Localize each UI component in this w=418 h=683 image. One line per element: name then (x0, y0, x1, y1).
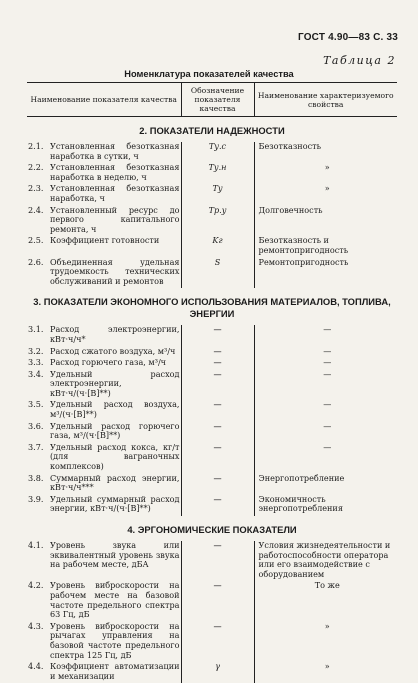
indicator-number: 2.2. (28, 163, 50, 182)
indicator-symbol-text: — (213, 421, 221, 431)
characterized-property: » (254, 662, 397, 683)
indicator-symbol-text: — (213, 580, 221, 590)
characterized-property: » (254, 184, 397, 205)
table-label: Таблица 2 (323, 54, 396, 67)
characterized-property: Экономичность энергопотребления (254, 495, 397, 516)
indicator-symbol (181, 236, 254, 257)
table-row (27, 142, 397, 163)
indicator-name: Расход электроэнергии, кВт·ч/ч* (50, 325, 180, 344)
indicator-symbol-text: — (213, 324, 221, 334)
indicator-symbol (181, 541, 254, 581)
indicator-symbol-text: — (213, 621, 221, 631)
indicator-number: 3.3. (28, 358, 50, 368)
indicator-symbol-text: Tр.у (209, 205, 227, 215)
table-row (27, 370, 397, 401)
indicator-name: Расход горючего газа, м³/ч (50, 358, 180, 368)
indicator-number: 3.4. (28, 370, 50, 399)
characterized-property: Безотказность и ремонтопригодность (254, 236, 397, 257)
indicator-symbol-text: — (213, 369, 221, 379)
indicator-symbol (181, 184, 254, 205)
characterized-property: — (254, 443, 397, 474)
indicator-number: 3.7. (28, 443, 50, 472)
quality-indicators-table (27, 82, 397, 683)
table-row (27, 662, 397, 683)
table-row (27, 184, 397, 205)
indicator-name: Уровень звука или эквивалентный уровень звука на рабочем месте, дБА (50, 541, 180, 570)
characterized-property: — (254, 325, 397, 346)
indicator-symbol (181, 622, 254, 662)
indicator-symbol-text: — (213, 399, 221, 409)
indicator-name-cell (27, 400, 181, 421)
table-row (27, 163, 397, 184)
indicator-name-cell (27, 258, 181, 289)
section-title: 3. ПОКАЗАТЕЛИ ЭКОНОМНОГО ИСПОЛЬЗОВАНИЯ МАТЕРИАЛОВ, ТОПЛИВА, ЭНЕРГИИ (27, 288, 397, 325)
indicator-name: Уровень виброскорости на рычагах управления на базовой частоте предельного спектра 125 Гц, дБ (50, 622, 180, 660)
indicator-symbol-text: Tу (212, 183, 222, 193)
characterized-property: » (254, 163, 397, 184)
column-header-name: Наименование показателя качества (27, 83, 181, 117)
column-header-symbol: Обозначение показателя качества (181, 83, 254, 117)
indicator-name-cell (27, 443, 181, 474)
indicator-name-cell (27, 142, 181, 163)
characterized-property: Долговечность (254, 206, 397, 237)
table-row (27, 581, 397, 621)
indicator-symbol-text: — (213, 494, 221, 504)
characterized-property: Условия жизнедеятельности и работоспособности оператора или его взаимодействие с оборудованием (254, 541, 397, 581)
table-row (27, 422, 397, 443)
characterized-property: » (254, 622, 397, 662)
indicator-name-cell (27, 662, 181, 683)
indicator-symbol (181, 474, 254, 495)
indicator-name: Установленная безотказная наработка в неделю, ч (50, 163, 180, 182)
column-header-property: Наименование характеризуемого свойства (254, 83, 397, 117)
indicator-name-cell (27, 325, 181, 346)
indicator-name: Установленная безотказная наработка в сутки, ч (50, 142, 180, 161)
characterized-property: То же (254, 581, 397, 621)
table-row (27, 541, 397, 581)
indicator-symbol-text: — (213, 540, 221, 550)
indicator-number: 2.6. (28, 258, 50, 287)
indicator-name: Уровень виброскорости на рабочем месте на базовой частоте предельного спектра 63 Гц, дБ (50, 581, 180, 619)
indicator-name-cell (27, 422, 181, 443)
characterized-property: — (254, 400, 397, 421)
indicator-number: 4.2. (28, 581, 50, 619)
indicator-number: 3.6. (28, 422, 50, 441)
section-header (27, 516, 397, 541)
indicator-symbol-text: — (213, 346, 221, 356)
indicator-number: 3.9. (28, 495, 50, 514)
table-row (27, 258, 397, 289)
indicator-number: 4.1. (28, 541, 50, 570)
characterized-property: — (254, 358, 397, 370)
indicator-name: Установленная безотказная наработка, ч (50, 184, 180, 203)
indicator-symbol-text: — (213, 442, 221, 452)
indicator-symbol (181, 206, 254, 237)
table-body (27, 117, 397, 683)
characterized-property: Безотказность (254, 142, 397, 163)
indicator-number: 2.1. (28, 142, 50, 161)
section-title: 2. ПОКАЗАТЕЛИ НАДЕЖНОСТИ (27, 117, 397, 143)
indicator-name: Удельный суммарный расход энергии, кВт·ч/(ч·[В]**) (50, 495, 180, 514)
indicator-name: Удельный расход электроэнергии, кВт·ч/(ч·[В]**) (50, 370, 180, 399)
indicator-symbol-text: Tу.с (209, 141, 226, 151)
characterized-property: Энергопотребление (254, 474, 397, 495)
indicator-symbol-text: Kг (212, 235, 222, 245)
indicator-symbol-text: γ (215, 661, 220, 671)
indicator-name: Удельный расход горючего газа, м³/(ч·[В]**) (50, 422, 180, 441)
indicator-name-cell (27, 622, 181, 662)
table-row (27, 206, 397, 237)
indicator-name: Объединенная удельная трудоемкость технических обслуживаний и ремонтов (50, 258, 180, 287)
table-title: Номенклатура показателей качества (0, 69, 418, 79)
indicator-name-cell (27, 370, 181, 401)
indicator-number: 4.3. (28, 622, 50, 660)
indicator-symbol (181, 422, 254, 443)
indicator-symbol (181, 581, 254, 621)
indicator-name-cell (27, 236, 181, 257)
indicator-symbol (181, 400, 254, 421)
characterized-property: — (254, 370, 397, 401)
table-row (27, 622, 397, 662)
table-row (27, 325, 397, 346)
indicator-symbol-text: — (213, 473, 221, 483)
indicator-symbol (181, 325, 254, 346)
indicator-name-cell (27, 581, 181, 621)
indicator-symbol (181, 662, 254, 683)
indicator-name: Коэффициент готовности (50, 236, 180, 246)
table-row (27, 474, 397, 495)
indicator-number: 3.2. (28, 347, 50, 357)
indicator-name: Расход сжатого воздуха, м³/ч (50, 347, 180, 357)
indicator-name-cell (27, 495, 181, 516)
indicator-name: Суммарный расход энергии, кВт·ч/ч*** (50, 474, 180, 493)
indicator-number: 4.4. (28, 662, 50, 681)
indicator-name-cell (27, 184, 181, 205)
indicator-number: 3.8. (28, 474, 50, 493)
section-title: 4. ЭРГОНОМИЧЕСКИЕ ПОКАЗАТЕЛИ (27, 516, 397, 541)
indicator-symbol (181, 163, 254, 184)
indicator-symbol (181, 443, 254, 474)
indicator-number: 2.5. (28, 236, 50, 246)
indicator-number: 3.1. (28, 325, 50, 344)
indicator-symbol (181, 142, 254, 163)
page-header: ГОСТ 4.90—83 С. 33 (298, 32, 398, 43)
table-row (27, 400, 397, 421)
indicator-name: Установленный ресурс до первого капитального ремонта, ч (50, 206, 180, 235)
indicator-symbol-text: — (213, 357, 221, 367)
indicator-number: 2.4. (28, 206, 50, 235)
indicator-number: 3.5. (28, 400, 50, 419)
indicator-name-cell (27, 358, 181, 370)
table-row (27, 495, 397, 516)
characterized-property: — (254, 422, 397, 443)
indicator-name-cell (27, 541, 181, 581)
indicator-name-cell (27, 474, 181, 495)
characterized-property: — (254, 347, 397, 359)
section-header (27, 288, 397, 325)
characterized-property: Ремонтопригодность (254, 258, 397, 289)
section-header (27, 117, 397, 143)
indicator-symbol-text: S (215, 257, 221, 267)
indicator-symbol (181, 495, 254, 516)
indicator-name-cell (27, 163, 181, 184)
table-row (27, 236, 397, 257)
indicator-name: Удельный расход кокса, кг/т (для ваграночных комплексов) (50, 443, 180, 472)
indicator-symbol (181, 258, 254, 289)
indicator-name-cell (27, 206, 181, 237)
indicator-name: Коэффициент автоматизации и механизации (50, 662, 180, 681)
indicator-name: Удельный расход воздуха, м³/(ч·[В]**) (50, 400, 180, 419)
table-row (27, 358, 397, 370)
table-row (27, 443, 397, 474)
indicator-number: 2.3. (28, 184, 50, 203)
indicator-symbol-text: Tу.н (209, 162, 227, 172)
indicator-symbol (181, 370, 254, 401)
